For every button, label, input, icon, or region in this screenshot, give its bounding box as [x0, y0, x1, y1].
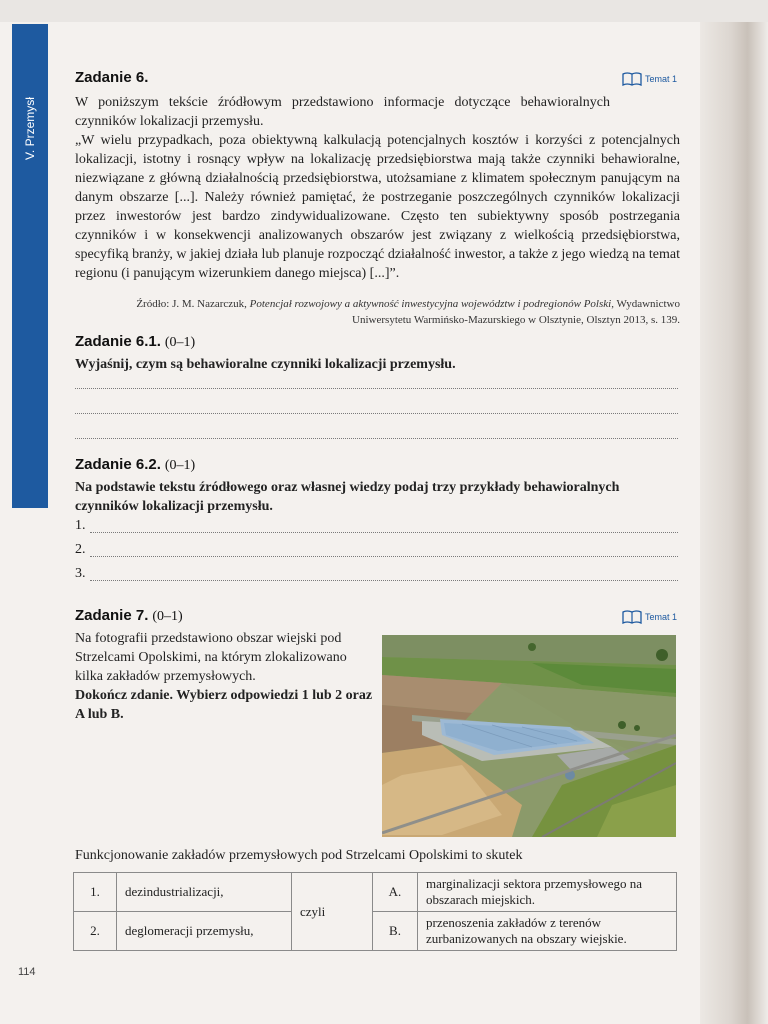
task-7-title [75, 607, 183, 625]
page-number: 114 [18, 966, 36, 978]
answer-line[interactable] [75, 438, 678, 439]
task-6-title: Zadanie 6. [75, 69, 149, 86]
answer-number-1: 1. [75, 518, 86, 533]
task-6-2-instruction: Na podstawie tekstu źródłowego oraz własnej wiedzy podaj trzy przykłady behawioralnych czynników lokalizacji przemysłu. [75, 480, 620, 514]
option-a-text[interactable]: marginalizacji sektora przemysłowego na obszarach miejskich. [418, 873, 677, 912]
aerial-photo-industrial-area [382, 635, 676, 837]
answer-number-3: 3. [75, 566, 86, 581]
task-6-1-points: (0–1) [164, 335, 196, 350]
chapter-tab [12, 24, 48, 508]
task-6-2-points: (0–1) [164, 458, 196, 473]
topic-label: Temat 1 [645, 612, 678, 622]
book-icon [622, 610, 642, 624]
answer-line-3[interactable] [90, 580, 678, 581]
answer-line[interactable] [75, 413, 678, 414]
source-prefix: Źródło: J. M. Nazarczuk, [136, 298, 250, 310]
connector-word: czyli [292, 873, 373, 951]
book-icon [622, 72, 642, 86]
task-6-1-heading: Zadanie 6.1. [75, 333, 161, 350]
task-6-1-title [75, 333, 195, 351]
answer-table [73, 872, 677, 951]
option-b-letter[interactable]: B. [373, 912, 418, 951]
completion-sentence: Funkcjonowanie zakładów przemysłowych pod Strzelcami Opolskimi to skutek [75, 848, 523, 863]
task-7-instruction: Dokończ zdanie. Wybierz odpowiedzi 1 lub 2 oraz A lub B. [75, 688, 373, 722]
option-1-number[interactable]: 1. [74, 873, 117, 912]
answer-line[interactable] [75, 388, 678, 389]
source-title: Potencjał rozwojowy a aktywność inwestycyjna województw i podregionów Polski [249, 298, 612, 310]
answer-line-1[interactable] [90, 532, 678, 533]
answer-line-2[interactable] [90, 556, 678, 557]
option-2-number[interactable]: 2. [74, 912, 117, 951]
task-6-2-title [75, 456, 195, 474]
option-2-text[interactable]: deglomeracji przemysłu, [117, 912, 292, 951]
option-a-letter[interactable]: A. [373, 873, 418, 912]
source-suffix: , Wydawnictwo [611, 298, 680, 310]
topic-link-6[interactable] [622, 72, 677, 86]
chapter-label: V. Przemysł [23, 97, 37, 161]
source-line-2: Uniwersytetu Warmińsko-Mazurskiego w Olsztynie, Olsztyn 2013, s. 139. [352, 314, 680, 326]
answer-number-2: 2. [75, 542, 86, 557]
source-citation [80, 296, 680, 328]
task-6-2-heading: Zadanie 6.2. [75, 456, 161, 473]
task-7-points: (0–1) [152, 609, 183, 624]
book-gutter [700, 22, 768, 1024]
topic-link-7[interactable] [622, 610, 677, 624]
task-7-heading: Zadanie 7. [75, 607, 149, 624]
topic-label: Temat 1 [645, 74, 678, 84]
option-b-text[interactable]: przenoszenia zakładów z terenów zurbanizowanych na obszary wiejskie. [418, 912, 677, 951]
option-1-text[interactable]: dezindustrializacji, [117, 873, 292, 912]
task-6-1-instruction: Wyjaśnij, czym są behawioralne czynniki lokalizacji przemysłu. [75, 357, 456, 372]
source-quote: „W wielu przypadkach, poza obiektywną kalkulacją potencjalnych kosztów i korzyści z potencjalnych lokalizacji, istotny i rosnący wpływ na lokalizację przedsiębiorstwa mają także czynniki behawioralne, niezwiązane z główną działalnością przedsiębiorstwa, utożsamiane z klimatem społecznym panującym na danym obszarze [...]. Należy również pamiętać, że postrzeganie poszczególnych czynników lokalizacji przez inwestorów jest bardzo zindywidualizowane. Często ten subiektywny sposób postrzegania czynników i w konsekwencji analizowanych obszarów jest związany z wielkością przedsiębiorstwa, specyfiką branży, w jakiej działa lub planuje rozpocząć działalność inwestor, a także z jego wiedzą na temat regionu (i panującym wizerunkiem danego miejsca) [...]”. [75, 133, 680, 281]
task-7-text: Na fotografii przedstawiono obszar wiejski pod Strzelcami Opolskimi, na którym zlokalizowano kilka zakładów przemysłowych. [75, 631, 347, 684]
task-6-intro: W poniższym tekście źródłowym przedstawiono informacje dotyczące behawioralnych czynników lokalizacji przemysłu. [75, 95, 610, 129]
